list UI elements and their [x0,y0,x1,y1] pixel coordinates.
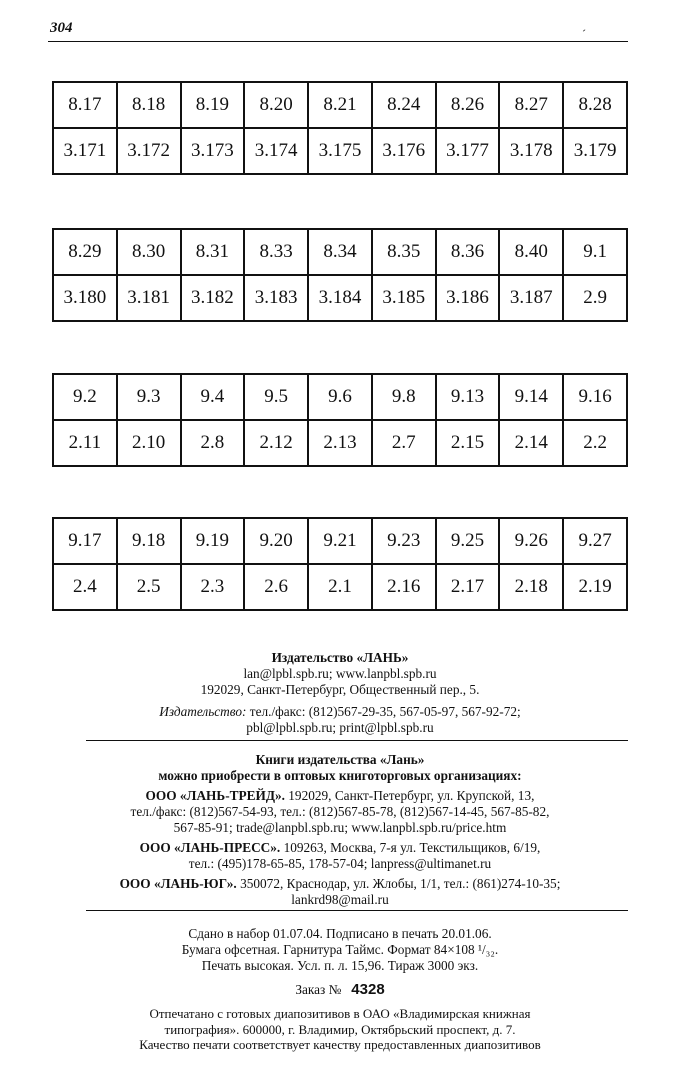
distribution-heading-1: Книги издательства «Лань» [255,752,425,767]
table-cell: 9.21 [308,518,372,564]
table-cell: 9.27 [563,518,627,564]
table-row [53,420,627,466]
table-cell: 9.6 [308,374,372,420]
table-cell: 2.18 [499,564,563,610]
table-row [53,275,627,321]
table-cell: 3.184 [308,275,372,321]
printer-line-1: Отпечатано с готовых диапозитивов в ОАО «Владимирская книжная [149,1006,531,1021]
answer-table-3 [52,373,628,467]
table-cell: 3.176 [372,128,436,174]
publisher-name: Издательство «ЛАНЬ» [271,650,409,665]
table-cell: 8.24 [372,82,436,128]
table-cell: 3.179 [563,128,627,174]
trade-name: ООО «ЛАНЬ-ТРЕЙД». [145,788,285,803]
table-cell: 9.16 [563,374,627,420]
answer-table-2 [52,228,628,322]
table-row [53,564,627,610]
table-cell: 2.16 [372,564,436,610]
printer-line-3: Качество печати соответствует качеству предоставленных диапозитивов [139,1037,541,1052]
table-cell: 8.26 [436,82,500,128]
table-cell: 9.5 [244,374,308,420]
table-cell: 3.172 [117,128,181,174]
imprint-line-1: Сдано в набор 01.07.04. Подписано в печать 20.01.06. [188,926,492,941]
table-cell: 8.33 [244,229,308,275]
table-cell: 2.7 [372,420,436,466]
table-cell: 3.171 [53,128,117,174]
trade-line-2: тел./факс: (812)567-54-93, тел.: (812)567-85-78, (812)567-14-45, 567-85-82, [130,804,550,819]
table-cell: 8.27 [499,82,563,128]
table-row [53,82,627,128]
press-name: ООО «ЛАНЬ-ПРЕСС». [139,840,281,855]
trade-address: 192029, Санкт-Петербург, ул. Крупской, 13, [284,788,535,803]
table-cell: 2.3 [181,564,245,610]
office-label: Издательство: [159,704,247,719]
table-cell: 9.14 [499,374,563,420]
south-name: ООО «ЛАНЬ-ЮГ». [119,876,237,891]
table-row [53,518,627,564]
corner-mark: ´ [582,27,586,41]
table-cell: 2.4 [53,564,117,610]
table-cell: 9.4 [181,374,245,420]
table-cell: 9.18 [117,518,181,564]
table-cell: 2.10 [117,420,181,466]
table-cell: 9.2 [53,374,117,420]
answer-table-1 [52,81,628,175]
section-rule [86,910,628,911]
publisher-office-emails: pbl@lpbl.spb.ru; print@lpbl.spb.ru [246,720,434,735]
trade-line-3: 567-85-91; trade@lanpbl.spb.ru; www.lanpbl.spb.ru/price.htm [173,820,507,835]
table-cell: 3.183 [244,275,308,321]
table-cell: 9.1 [563,229,627,275]
south-line-2: lankrd98@mail.ru [291,892,389,907]
table-cell: 3.175 [308,128,372,174]
table-cell: 3.173 [181,128,245,174]
press-address: 109263, Москва, 7-я ул. Текстильщиков, 6/19, [280,840,541,855]
section-rule [86,740,628,741]
imprint-line-2: Бумага офсетная. Гарнитура Таймс. Формат 84×108 ¹/₃₂. [181,942,499,957]
south-address: 350072, Краснодар, ул. Жлобы, 1/1, тел.: (861)274-10-35; [236,876,561,891]
table-cell: 9.20 [244,518,308,564]
table-cell: 8.20 [244,82,308,128]
table-cell: 8.17 [53,82,117,128]
table-cell: 9.8 [372,374,436,420]
table-cell: 8.40 [499,229,563,275]
table-cell: 3.180 [53,275,117,321]
table-cell: 2.17 [436,564,500,610]
table-cell: 3.181 [117,275,181,321]
table-cell: 8.21 [308,82,372,128]
imprint-block [0,926,680,1053]
table-cell: 8.18 [117,82,181,128]
table-cell: 8.29 [53,229,117,275]
publisher-address: 192029, Санкт-Петербург, Общественный пер., 5. [200,682,480,697]
printer-line-2: типография». 600000, г. Владимир, Октябрьский проспект, д. 7. [164,1021,516,1037]
trade-line-1 [0,788,680,804]
table-cell: 2.19 [563,564,627,610]
table-cell: 2.15 [436,420,500,466]
table-cell: 2.8 [181,420,245,466]
table-cell: 3.186 [436,275,500,321]
table-cell: 8.31 [181,229,245,275]
order-number: 4328 [351,981,385,998]
table-cell: 9.17 [53,518,117,564]
table-cell: 8.35 [372,229,436,275]
table-cell: 9.19 [181,518,245,564]
table-cell: 2.11 [53,420,117,466]
table-cell: 3.187 [499,275,563,321]
table-cell: 3.185 [372,275,436,321]
header-rule [48,41,628,42]
table-cell: 8.30 [117,229,181,275]
table-cell: 9.25 [436,518,500,564]
table-cell: 2.5 [117,564,181,610]
table-cell: 2.9 [563,275,627,321]
distribution-heading-2: можно приобрести в оптовых книготорговых организациях: [158,768,522,783]
table-cell: 8.34 [308,229,372,275]
table-cell: 2.12 [244,420,308,466]
table-row [53,128,627,174]
office-phones: тел./факс: (812)567-29-35, 567-05-97, 567-92-72; [246,704,521,719]
table-cell: 9.23 [372,518,436,564]
order-line [0,982,680,998]
south-line-1 [0,876,680,892]
table-cell: 3.182 [181,275,245,321]
publisher-contacts: lan@lpbl.spb.ru; www.lanpbl.spb.ru [243,666,437,681]
table-cell: 9.26 [499,518,563,564]
table-cell: 9.3 [117,374,181,420]
table-cell: 2.2 [563,420,627,466]
publisher-office-line [0,704,680,720]
publisher-block [0,650,680,736]
order-label: Заказ № [295,982,342,997]
table-cell: 2.14 [499,420,563,466]
table-cell: 2.6 [244,564,308,610]
answer-table-4 [52,517,628,611]
table-cell: 8.28 [563,82,627,128]
table-cell: 2.13 [308,420,372,466]
table-cell: 3.177 [436,128,500,174]
table-cell: 9.13 [436,374,500,420]
press-line-2: тел.: (495)178-65-85, 178-57-04; lanpress@ultimanet.ru [188,856,492,871]
table-cell: 3.178 [499,128,563,174]
table-row [53,229,627,275]
table-cell: 2.1 [308,564,372,610]
imprint-line-3: Печать высокая. Усл. п. л. 15,96. Тираж 3000 экз. [201,958,479,973]
table-cell: 3.174 [244,128,308,174]
table-row [53,374,627,420]
distribution-block [0,752,680,908]
page-number: 304 [50,20,73,36]
table-cell: 8.19 [181,82,245,128]
press-line-1 [0,840,680,856]
table-cell: 8.36 [436,229,500,275]
